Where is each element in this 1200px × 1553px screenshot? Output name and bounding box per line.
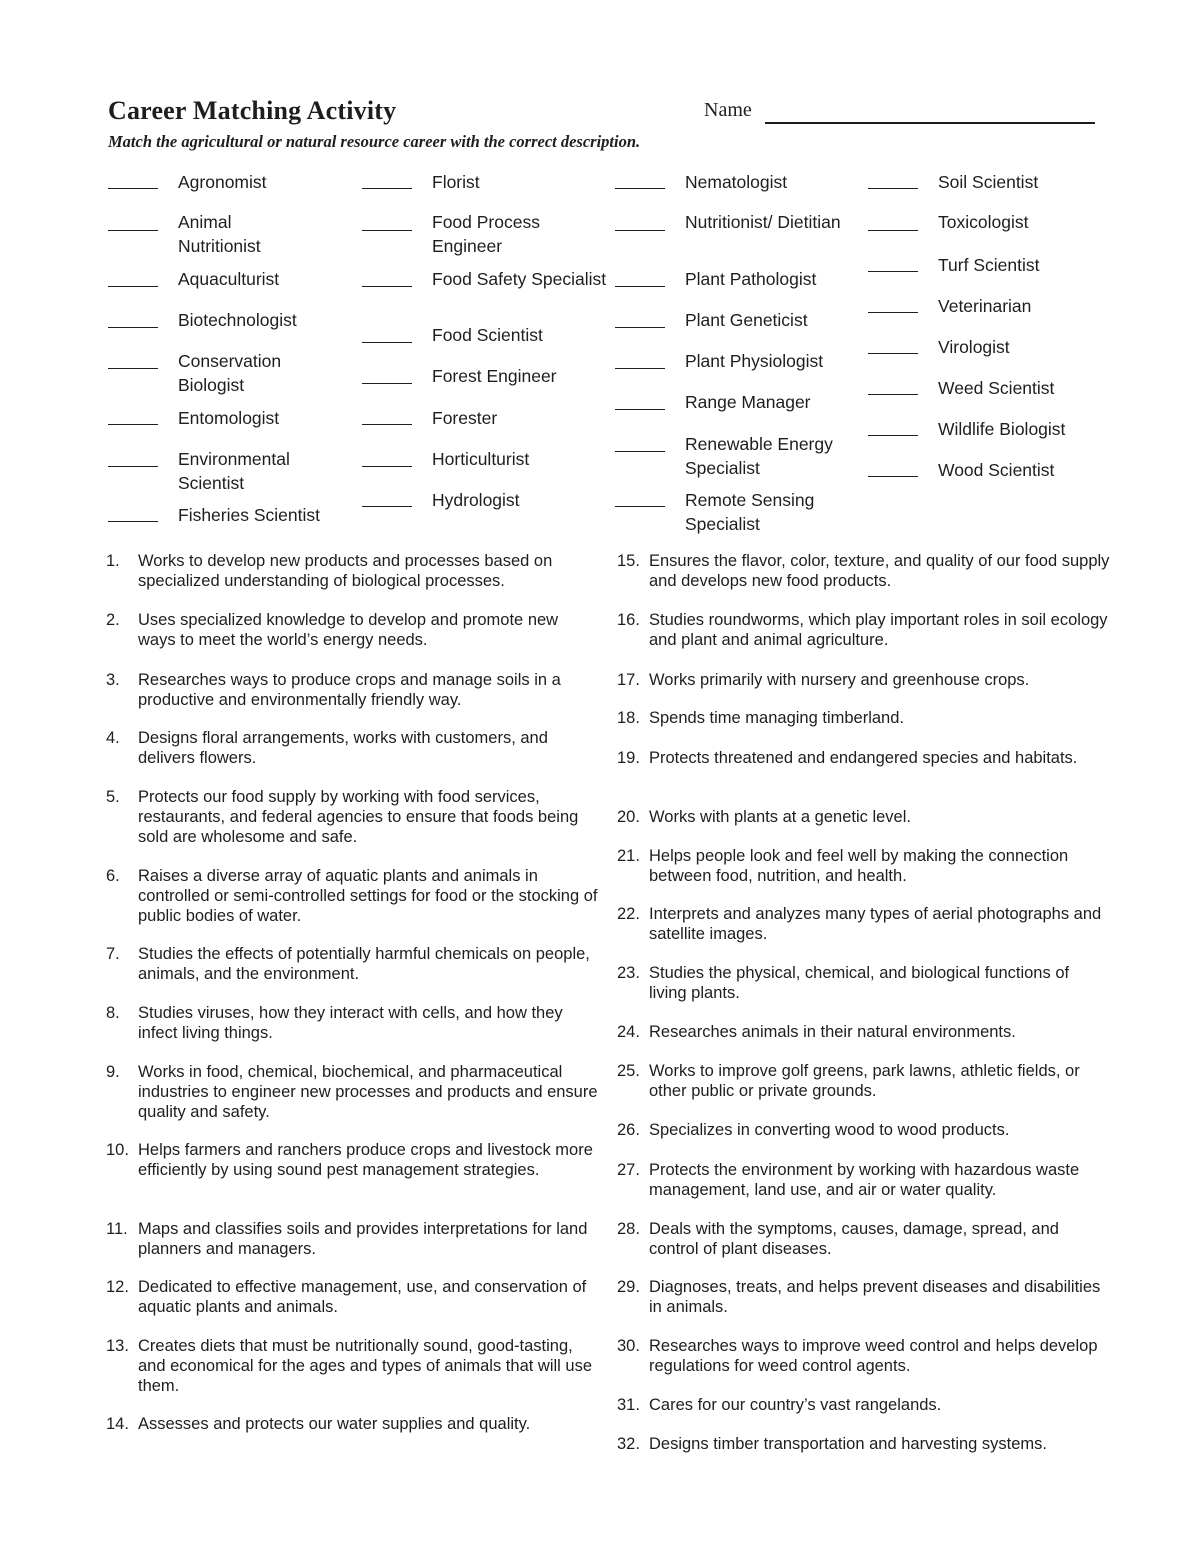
- career-label: Biotechnologist: [178, 310, 297, 330]
- description-number: 19.: [617, 749, 640, 767]
- description-number: 26.: [617, 1121, 640, 1139]
- answer-blank[interactable]: [108, 368, 158, 369]
- career-label: Aquaculturist: [178, 269, 280, 289]
- description-text: Works with plants at a genetic level.: [649, 808, 911, 826]
- description-text: Studies the effects of potentially harmful chemicals on people, animals, and the environment.: [138, 945, 590, 983]
- description-text: Works primarily with nursery and greenhouse crops.: [649, 671, 1030, 689]
- answer-blank[interactable]: [868, 435, 918, 436]
- description-number: 32.: [617, 1435, 640, 1453]
- answer-blank[interactable]: [868, 394, 918, 395]
- answer-blank[interactable]: [362, 342, 412, 343]
- description-number: 25.: [617, 1062, 640, 1080]
- answer-blank[interactable]: [615, 368, 665, 369]
- description-number: 18.: [617, 709, 640, 727]
- answer-blank[interactable]: [108, 521, 158, 522]
- career-label: Plant Geneticist: [685, 310, 808, 330]
- answer-blank[interactable]: [615, 286, 665, 287]
- description-text: Assesses and protects our water supplies and quality.: [138, 1415, 531, 1433]
- career-label: Horticulturist: [432, 449, 530, 469]
- description-number: 9.: [106, 1063, 120, 1081]
- description-text: Raises a diverse array of aquatic plants and animals in controlled or semi-controlled settings for food or the stocking of public bodies of water.: [138, 867, 598, 925]
- description-text: Studies viruses, how they interact with cells, and how they infect living things.: [138, 1004, 563, 1042]
- career-label: Food Process Engineer: [432, 212, 540, 256]
- answer-blank[interactable]: [362, 424, 412, 425]
- answer-blank[interactable]: [108, 327, 158, 328]
- career-label: Veterinarian: [938, 296, 1032, 316]
- career-label: Soil Scientist: [938, 172, 1039, 192]
- career-label: Hydrologist: [432, 490, 520, 510]
- career-label: Remote Sensing Specialist: [685, 490, 815, 534]
- career-label: Wood Scientist: [938, 460, 1055, 480]
- answer-blank[interactable]: [615, 451, 665, 452]
- career-label: Weed Scientist: [938, 378, 1055, 398]
- description-number: 22.: [617, 905, 640, 923]
- description-text: Researches animals in their natural environments.: [649, 1023, 1016, 1041]
- career-label: Plant Pathologist: [685, 269, 817, 289]
- career-label: Turf Scientist: [938, 255, 1040, 275]
- career-label: Fisheries Scientist: [178, 505, 320, 525]
- answer-blank[interactable]: [362, 506, 412, 507]
- description-number: 31.: [617, 1396, 640, 1414]
- description-number: 11.: [106, 1220, 128, 1238]
- answer-blank[interactable]: [615, 327, 665, 328]
- description-number: 27.: [617, 1161, 640, 1179]
- description-text: Helps farmers and ranchers produce crops and livestock more efficiently by using sound pest management strategies.: [138, 1141, 593, 1179]
- description-number: 15.: [617, 552, 640, 570]
- description-text: Works to develop new products and processes based on specialized understanding of biological processes.: [138, 552, 553, 590]
- description-text: Cares for our country’s vast rangelands.: [649, 1396, 942, 1414]
- description-number: 17.: [617, 671, 640, 689]
- description-number: 20.: [617, 808, 640, 826]
- answer-blank[interactable]: [868, 230, 918, 231]
- description-number: 16.: [617, 611, 640, 629]
- answer-blank[interactable]: [362, 286, 412, 287]
- description-number: 29.: [617, 1278, 640, 1296]
- answer-blank[interactable]: [362, 230, 412, 231]
- career-label: Renewable Energy Specialist: [685, 434, 833, 478]
- description-number: 5.: [106, 788, 120, 806]
- description-number: 6.: [106, 867, 120, 885]
- career-label: Range Manager: [685, 392, 811, 412]
- name-label: Name: [704, 99, 752, 121]
- description-text: Deals with the symptoms, causes, damage, spread, and control of plant diseases.: [649, 1220, 1059, 1258]
- description-number: 4.: [106, 729, 120, 747]
- instructions: Match the agricultural or natural resource career with the correct description.: [108, 132, 641, 151]
- description-number: 10.: [106, 1141, 129, 1159]
- answer-blank[interactable]: [868, 353, 918, 354]
- description-text: Researches ways to produce crops and manage soils in a productive and environmentally friendly way.: [138, 671, 561, 709]
- name-field-line[interactable]: [765, 122, 1095, 124]
- career-label: Nutritionist/ Dietitian: [685, 212, 841, 232]
- description-number: 24.: [617, 1023, 640, 1041]
- answer-blank[interactable]: [362, 188, 412, 189]
- description-number: 23.: [617, 964, 640, 982]
- description-number: 2.: [106, 611, 120, 629]
- description-text: Dedicated to effective management, use, and conservation of aquatic plants and animals.: [138, 1278, 587, 1316]
- career-label: Animal Nutritionist: [178, 212, 261, 256]
- career-label: Wildlife Biologist: [938, 419, 1066, 439]
- answer-blank[interactable]: [868, 271, 918, 272]
- description-number: 14.: [106, 1415, 129, 1433]
- description-number: 7.: [106, 945, 120, 963]
- description-text: Ensures the flavor, color, texture, and quality of our food supply and develops new food products.: [649, 552, 1110, 590]
- career-label: Entomologist: [178, 408, 280, 428]
- description-number: 8.: [106, 1004, 120, 1022]
- career-label: Florist: [432, 172, 480, 192]
- description-text: Works in food, chemical, biochemical, and pharmaceutical industries to engineer new processes and products and ensure quality and safety.: [138, 1063, 598, 1121]
- career-label: Toxicologist: [938, 212, 1029, 232]
- description-text: Uses specialized knowledge to develop and promote new ways to meet the world’s energy needs.: [138, 611, 559, 649]
- description-text: Designs timber transportation and harvesting systems.: [649, 1435, 1048, 1453]
- career-label: Plant Physiologist: [685, 351, 824, 371]
- description-number: 30.: [617, 1337, 640, 1355]
- description-text: Creates diets that must be nutritionally sound, good-tasting, and economical for the ages and types of animals that will use them.: [138, 1337, 593, 1395]
- career-label: Forest Engineer: [432, 366, 557, 386]
- career-label: Virologist: [938, 337, 1010, 357]
- description-text: Researches ways to improve weed control and helps develop regulations for weed control agents.: [649, 1337, 1098, 1375]
- answer-blank[interactable]: [108, 466, 158, 467]
- career-label: Agronomist: [178, 172, 267, 192]
- description-text: Works to improve golf greens, park lawns, athletic fields, or other public or private grounds.: [649, 1062, 1080, 1100]
- description-text: Protects threatened and endangered species and habitats.: [649, 749, 1078, 767]
- career-label: Environmental Scientist: [178, 449, 290, 493]
- answer-blank[interactable]: [868, 476, 918, 477]
- answer-blank[interactable]: [615, 409, 665, 410]
- description-number: 28.: [617, 1220, 640, 1238]
- description-text: Studies the physical, chemical, and biological functions of living plants.: [649, 964, 1070, 1002]
- answer-blank[interactable]: [615, 188, 665, 189]
- description-text: Interprets and analyzes many types of aerial photographs and satellite images.: [649, 905, 1102, 943]
- answer-blank[interactable]: [868, 312, 918, 313]
- answer-blank[interactable]: [108, 424, 158, 425]
- answer-blank[interactable]: [362, 466, 412, 467]
- description-number: 1.: [106, 552, 120, 570]
- answer-blank[interactable]: [615, 506, 665, 507]
- description-text: Spends time managing timberland.: [649, 709, 904, 727]
- description-number: 21.: [617, 847, 640, 865]
- answer-blank[interactable]: [108, 286, 158, 287]
- answer-blank[interactable]: [615, 230, 665, 231]
- description-text: Protects the environment by working with hazardous waste management, land use, and air or water quality.: [649, 1161, 1080, 1199]
- description-text: Helps people look and feel well by making the connection between food, nutrition, and health.: [649, 847, 1069, 885]
- career-label: Nematologist: [685, 172, 788, 192]
- answer-blank[interactable]: [108, 188, 158, 189]
- answer-blank[interactable]: [868, 188, 918, 189]
- career-label: Conservation Biologist: [178, 351, 282, 395]
- description-text: Studies roundworms, which play important roles in soil ecology and plant and animal agriculture.: [649, 611, 1108, 649]
- description-text: Diagnoses, treats, and helps prevent diseases and disabilities in animals.: [649, 1278, 1101, 1316]
- career-label: Forester: [432, 408, 498, 428]
- description-text: Protects our food supply by working with food services, restaurants, and federal agencies to ensure that foods being sold are wholesome and safe.: [138, 788, 579, 846]
- description-text: Maps and classifies soils and provides interpretations for land planners and managers.: [138, 1220, 588, 1258]
- description-text: Designs floral arrangements, works with customers, and delivers flowers.: [138, 729, 548, 767]
- answer-blank[interactable]: [108, 230, 158, 231]
- page-title: Career Matching Activity: [108, 96, 397, 125]
- description-number: 13.: [106, 1337, 129, 1355]
- description-number: 3.: [106, 671, 120, 689]
- career-label: Food Scientist: [432, 325, 543, 345]
- answer-blank[interactable]: [362, 383, 412, 384]
- career-label: Food Safety Specialist: [432, 269, 607, 289]
- description-text: Specializes in converting wood to wood products.: [649, 1121, 1010, 1139]
- description-number: 12.: [106, 1278, 129, 1296]
